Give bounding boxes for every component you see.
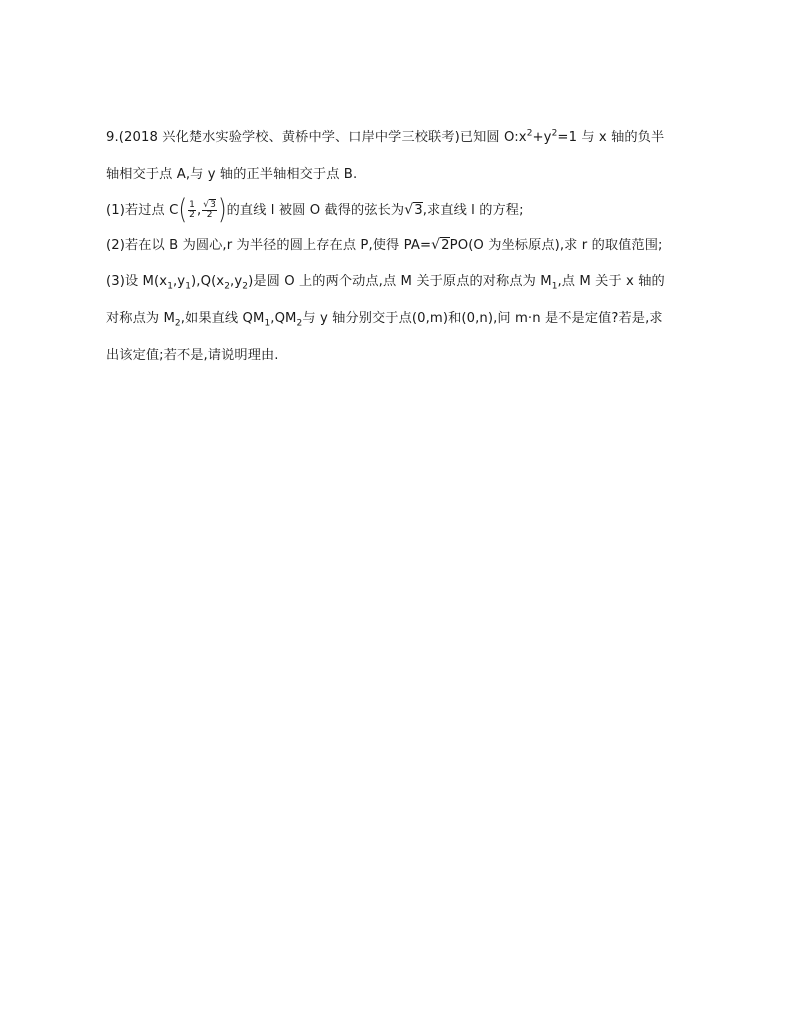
comma: , (196, 203, 202, 218)
subscript: 2 (174, 318, 181, 329)
subscript: 2 (224, 281, 231, 292)
radicand: 3 (414, 203, 423, 218)
radical-sign: √ (203, 199, 210, 210)
text-fragment: (2)若在以 B 为圆心,r 为半径的圆上存在点 P,使得 PA= (106, 238, 432, 253)
fraction-one-half (188, 201, 196, 220)
text-fragment: ),Q(x (191, 274, 225, 289)
subscript: 2 (242, 281, 249, 292)
fraction-denominator: 2 (189, 209, 195, 220)
text-fragment: ,y (173, 274, 186, 289)
problem-header-text: 9.(2018 兴化楚水实验学校、黄桥中学、口岸中学三校联考)已知圆 O:x (106, 130, 527, 145)
radicand: 3 (210, 199, 216, 210)
part-3-line-3: 出该定值;若不是,请说明理由. (106, 348, 279, 363)
text-fragment: ,如果直线 QM (180, 311, 265, 326)
text-fragment: (1)若过点 C (106, 203, 179, 218)
part-2-line (106, 235, 696, 255)
fraction-root3-over-2 (202, 201, 217, 220)
text-fragment: ,y (230, 274, 243, 289)
fraction-denominator: 2 (206, 209, 213, 220)
radical-sign: √ (431, 237, 441, 253)
problem-line-2: 轴相交于点 A,与 y 轴的正半轴相交于点 B. (106, 167, 358, 182)
fraction-numerator (202, 201, 217, 211)
fraction-numerator: 1 (189, 199, 195, 210)
sqrt (203, 201, 216, 210)
radicand: 2 (441, 238, 450, 253)
right-paren: ) (217, 194, 227, 226)
text-fragment: )是圆 O 上的两个动点,点 M 关于原点的对称点为 M (248, 274, 552, 289)
text-fragment: ,求直线 l 的方程; (422, 203, 524, 218)
part-1-line (106, 194, 696, 226)
radical-sign: √ (404, 202, 414, 218)
text-fragment: 与 y 轴分别交于点(0,m)和(0,n),问 m·n 是不是定值?若是,求 (302, 311, 663, 326)
text-fragment: PO(O 为坐标原点),求 r 的取值范围; (449, 238, 663, 253)
text-fragment: +y (532, 130, 552, 145)
left-paren: ( (178, 194, 188, 226)
subscript: 1 (264, 318, 271, 329)
text-fragment: =1 与 x 轴的负半 (557, 130, 665, 145)
problem-line-1 (106, 128, 696, 148)
sqrt (404, 200, 423, 221)
text-fragment: ,QM (270, 311, 297, 326)
part-3-line-2 (106, 309, 696, 329)
text-fragment: ,点 M 关于 x 轴的 (557, 274, 665, 289)
exponent: 2 (526, 128, 533, 139)
text-fragment: 的直线 l 被圆 O 截得的弦长为 (226, 203, 405, 218)
subscript: 1 (551, 281, 558, 292)
problem-block (106, 128, 696, 366)
sqrt (431, 235, 450, 256)
part-3-line-1 (106, 272, 696, 292)
text-fragment: (3)设 M(x (106, 274, 168, 289)
text-fragment: 对称点为 M (106, 311, 175, 326)
subscript: 1 (185, 281, 192, 292)
subscript: 2 (296, 318, 303, 329)
subscript: 1 (167, 281, 174, 292)
exponent: 2 (551, 128, 558, 139)
